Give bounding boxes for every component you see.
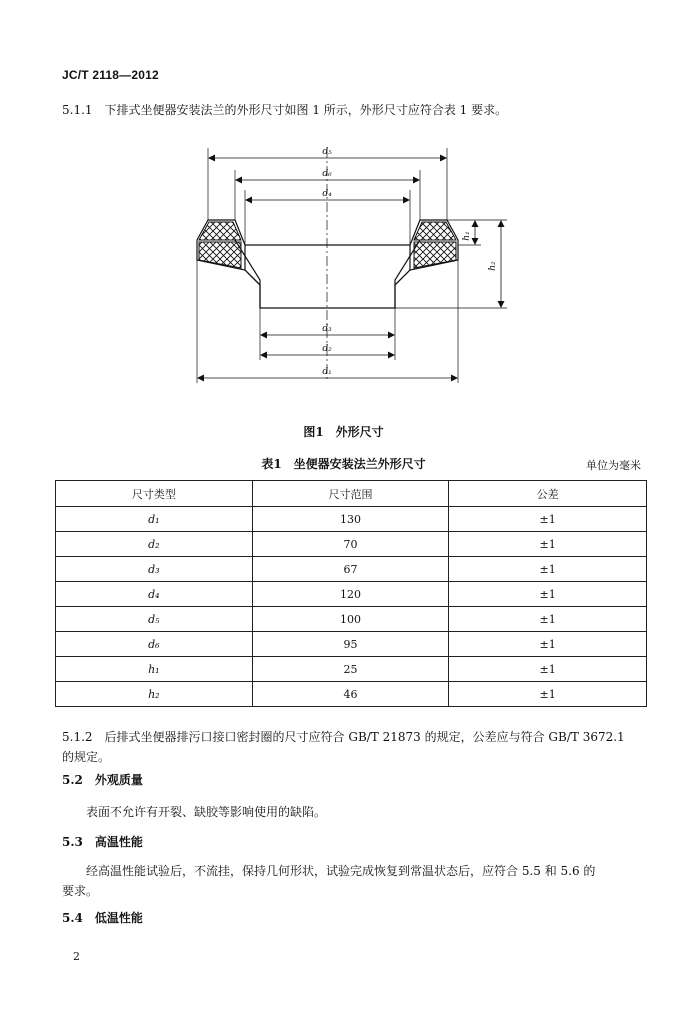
- cell-range: 130: [252, 507, 449, 532]
- cell-type: d₆: [56, 632, 253, 657]
- cell-range: 95: [252, 632, 449, 657]
- section-5-3-text: [62, 861, 595, 901]
- dimension-table: [55, 480, 647, 707]
- figure-caption: 图1 外形尺寸: [303, 425, 384, 439]
- cell-type: h₁: [56, 657, 253, 682]
- header-range: 尺寸范围: [252, 481, 449, 507]
- extension-lines: [197, 148, 507, 383]
- clause-text-line2: 的规定。: [62, 750, 111, 764]
- label-d5: d₅: [322, 147, 332, 157]
- label-d1: d₁: [322, 367, 332, 377]
- flange-drawing: [185, 140, 515, 395]
- cell-tolerance: ±1: [449, 532, 647, 557]
- section-title: 高温性能: [94, 835, 143, 849]
- cell-range: 25: [252, 657, 449, 682]
- header-tolerance: 公差: [449, 481, 647, 507]
- cell-type: d₃: [56, 557, 253, 582]
- cell-range: 120: [252, 582, 449, 607]
- cell-tolerance: ±1: [449, 607, 647, 632]
- clause-5-1-2: [62, 727, 625, 767]
- section-number: 5.2: [62, 773, 83, 787]
- section-title: 低温性能: [94, 911, 143, 925]
- section-5-4-heading: [62, 909, 143, 926]
- header-type: 尺寸类型: [56, 481, 253, 507]
- label-h2: h₂: [488, 261, 498, 271]
- cell-range: 70: [252, 532, 449, 557]
- label-d3: d₃: [322, 324, 332, 334]
- cell-tolerance: ±1: [449, 682, 647, 707]
- seal-section-bottom-left: [199, 242, 241, 268]
- cell-tolerance: ±1: [449, 557, 647, 582]
- label-d2: d₂: [322, 344, 332, 354]
- table-row: [56, 507, 647, 532]
- table-header-row: [56, 481, 647, 507]
- cell-tolerance: ±1: [449, 632, 647, 657]
- section-text-line1: 经高温性能试验后，不流挂，保持几何形状，试验完成恢复到常温状态后，应符合 5.5 和 5.6 的: [86, 864, 596, 878]
- cell-type: d₄: [56, 582, 253, 607]
- section-title: 外观质量: [94, 773, 143, 787]
- table-row: [56, 657, 647, 682]
- cell-range: 67: [252, 557, 449, 582]
- clause-5-1-1: [62, 100, 507, 120]
- seal-section-bottom-right: [414, 242, 456, 268]
- table-row: [56, 682, 647, 707]
- clause-text-line1: 后排式坐便器排污口接口密封圈的尺寸应符合 GB/T 21873 的规定，公差应与符合 GB/T 3672.1: [104, 730, 625, 744]
- cell-tolerance: ±1: [449, 657, 647, 682]
- clause-number: 5.1.2: [62, 730, 93, 744]
- section-number: 5.4: [62, 911, 83, 925]
- clause-text: 下排式坐便器安装法兰的外形尺寸如图 1 所示，外形尺寸应符合表 1 要求。: [104, 103, 508, 117]
- clause-number: 5.1.1: [62, 103, 93, 117]
- cell-tolerance: ±1: [449, 507, 647, 532]
- table-row: [56, 607, 647, 632]
- table-unit: 单位为毫米: [586, 459, 641, 472]
- section-text-line2: 要求。: [62, 884, 99, 898]
- table-caption: 表1 坐便器安装法兰外形尺寸: [261, 457, 426, 471]
- cell-type: d₂: [56, 532, 253, 557]
- cell-range: 46: [252, 682, 449, 707]
- section-number: 5.3: [62, 835, 83, 849]
- cell-type: d₁: [56, 507, 253, 532]
- cell-tolerance: ±1: [449, 582, 647, 607]
- table-row: [56, 632, 647, 657]
- dimension-lines: [198, 158, 501, 378]
- label-d6: d₆: [322, 169, 332, 179]
- cell-type: d₅: [56, 607, 253, 632]
- page-number: 2: [73, 950, 80, 963]
- cell-type: h₂: [56, 682, 253, 707]
- label-h1: h₁: [462, 231, 472, 241]
- table-row: [56, 582, 647, 607]
- section-5-2-text: 表面不允许有开裂、缺胶等影响使用的缺陷。: [86, 805, 327, 819]
- table-row: [56, 532, 647, 557]
- cell-range: 100: [252, 607, 449, 632]
- label-d4: d₄: [322, 189, 332, 199]
- section-5-2-heading: [62, 771, 143, 788]
- flange-drawing-svg: [185, 140, 515, 395]
- document-header: JC/T 2118—2012: [62, 68, 159, 82]
- table-row: [56, 557, 647, 582]
- section-5-3-heading: [62, 833, 143, 850]
